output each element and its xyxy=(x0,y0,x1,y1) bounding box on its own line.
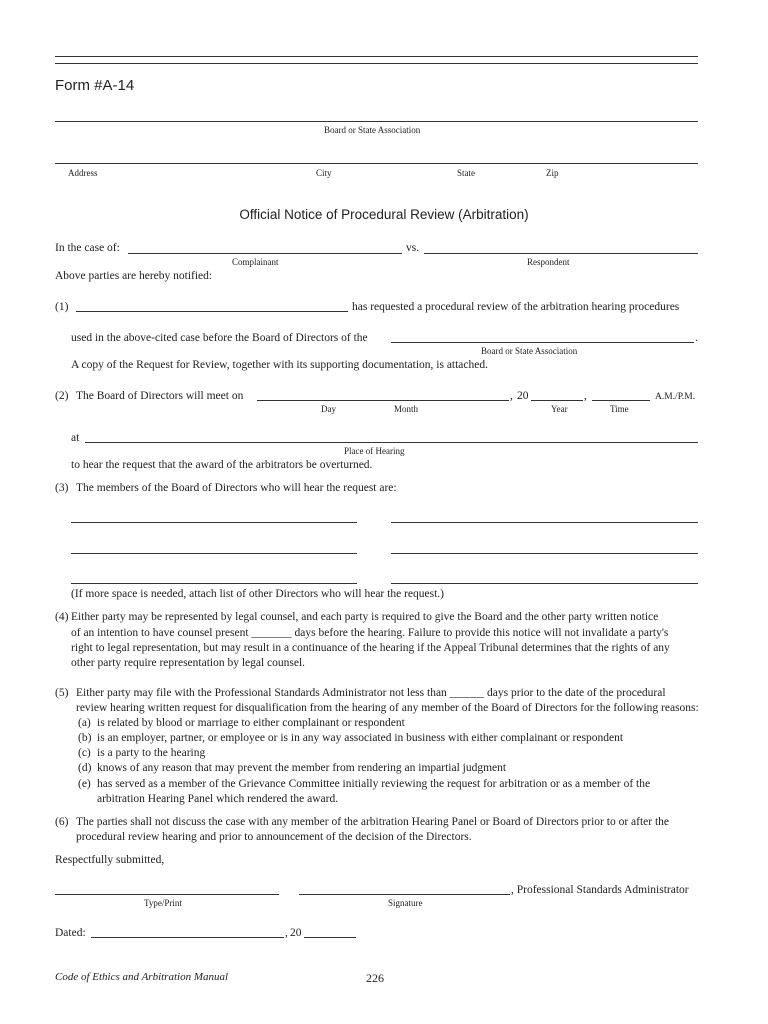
reason-text: is a party to the hearing xyxy=(97,747,206,759)
director-field[interactable] xyxy=(391,583,698,584)
address-field[interactable] xyxy=(55,163,698,164)
signature-field[interactable] xyxy=(299,894,510,895)
vs-label: vs. xyxy=(406,242,420,254)
item1-text-b: used in the above-cited case before the Board of Directors of the xyxy=(71,332,368,344)
reason-letter: (c) xyxy=(78,747,91,759)
item4-line3: right to legal representation, but may result in a continuance of the hearing if the Appeal Tribunal determines that the rights of any xyxy=(71,642,670,654)
type-print-field[interactable] xyxy=(55,894,279,895)
address-label: Address xyxy=(68,168,98,178)
page-title: Official Notice of Procedural Review (Arbitration) xyxy=(239,207,529,222)
top-rule xyxy=(55,56,698,57)
state-label: State xyxy=(457,168,475,178)
day-label: Day xyxy=(321,404,336,414)
complainant-field[interactable] xyxy=(128,253,402,254)
item4-number: (4) xyxy=(55,611,69,623)
respondent-label: Respondent xyxy=(527,257,570,267)
place-field[interactable] xyxy=(85,442,698,443)
item3-text: The members of the Board of Directors who will hear the request are: xyxy=(76,482,397,494)
form-number: Form #A-14 xyxy=(55,77,135,94)
reason-letter: (a) xyxy=(78,717,91,729)
item6-line1: The parties shall not discuss the case with any member of the arbitration Hearing Panel or Board of Directors prior to or after the xyxy=(76,816,670,828)
item1-board-field[interactable] xyxy=(391,342,694,343)
item1-text-a: has requested a procedural review of the arbitration hearing procedures xyxy=(352,301,680,313)
item2-comma-2: , xyxy=(584,390,587,402)
item4-line4: other party require representation by legal counsel. xyxy=(71,657,306,669)
director-field[interactable] xyxy=(71,522,357,523)
respondent-field[interactable] xyxy=(424,253,698,254)
respectfully-text: Respectfully submitted, xyxy=(55,854,165,866)
month-label: Month xyxy=(394,404,419,414)
page-number: 226 xyxy=(366,971,384,985)
director-field[interactable] xyxy=(391,553,698,554)
time-label: Time xyxy=(610,404,629,414)
item6-number: (6) xyxy=(55,816,69,828)
year-prefix: 20 xyxy=(517,390,529,402)
zip-label: Zip xyxy=(546,168,559,178)
item1-period: . xyxy=(695,332,698,344)
item2-number: (2) xyxy=(55,390,69,402)
dated-field[interactable] xyxy=(91,937,284,938)
psa-label: , Professional Standards Administrator xyxy=(511,884,689,896)
requester-field[interactable] xyxy=(76,311,348,312)
item1-text-c: A copy of the Request for Review, together with its supporting documentation, is attached. xyxy=(71,359,488,371)
director-field[interactable] xyxy=(71,583,357,584)
item6-line2: procedural review hearing and prior to announcement of the decision of the Directors. xyxy=(76,831,472,843)
in-case-of-label: In the case of: xyxy=(55,242,120,254)
item1-number: (1) xyxy=(55,301,69,313)
item1-board-label: Board or State Association xyxy=(481,346,578,356)
reason-e-continuation: arbitration Hearing Panel which rendered the award. xyxy=(97,793,339,805)
reason-text: is an employer, partner, or employee or is in any way associated in business with either complainant or respondent xyxy=(97,732,624,744)
item2-text-a: The Board of Directors will meet on xyxy=(76,390,244,402)
meeting-date-field[interactable] xyxy=(257,400,509,401)
dated-year-field[interactable] xyxy=(304,937,356,938)
reason-letter: (b) xyxy=(78,732,92,744)
reason-text: has served as a member of the Grievance Committee initially reviewing the request for arbitration or as a member of the xyxy=(97,778,651,790)
dated-comma: , xyxy=(285,927,288,939)
item3-note: (If more space is needed, attach list of other Directors who will hear the request.) xyxy=(71,588,444,600)
director-field[interactable] xyxy=(71,553,357,554)
reason-letter: (d) xyxy=(78,762,92,774)
ampm-label: A.M./P.M. xyxy=(655,392,696,402)
place-label: Place of Hearing xyxy=(344,446,405,456)
type-print-label: Type/Print xyxy=(144,898,182,908)
item5-line2: review hearing written request for disqualification from the hearing of any member of the Board of Directors for the following reasons: xyxy=(76,702,699,714)
item2-comma: , xyxy=(510,390,513,402)
reason-text: knows of any reason that may prevent the member from rendering an impartial judgment xyxy=(97,762,507,774)
top-rule-2 xyxy=(55,63,698,64)
board-label: Board or State Association xyxy=(324,125,421,135)
city-label: City xyxy=(316,168,332,178)
dated-label: Dated: xyxy=(55,927,86,939)
dated-year-prefix: 20 xyxy=(290,927,302,939)
item4-line2: of an intention to have counsel present _______ days before the hearing. Failure to provide this notice will not invalidate a party's xyxy=(71,627,669,639)
footer-manual: Code of Ethics and Arbitration Manual xyxy=(55,971,229,983)
director-field[interactable] xyxy=(391,522,698,523)
complainant-label: Complainant xyxy=(232,257,279,267)
reason-text: is related by blood or marriage to either complainant or respondent xyxy=(97,717,405,729)
year-label: Year xyxy=(551,404,568,414)
meeting-time-field[interactable] xyxy=(592,400,650,401)
item3-number: (3) xyxy=(55,482,69,494)
notified-text: Above parties are hereby notified: xyxy=(55,270,213,282)
item2-text-b: to hear the request that the award of the arbitrators be overturned. xyxy=(71,459,373,471)
at-label: at xyxy=(71,432,80,444)
meeting-year-field[interactable] xyxy=(531,400,583,401)
item5-number: (5) xyxy=(55,687,69,699)
item5-line1: Either party may file with the Professional Standards Administrator not less than ______ days prior to the date of the procedural xyxy=(76,687,666,699)
board-field[interactable] xyxy=(55,121,698,122)
signature-label: Signature xyxy=(388,898,423,908)
reason-letter: (e) xyxy=(78,778,91,790)
item4-line1: Either party may be represented by legal counsel, and each party is required to give the Board and the other party written notice xyxy=(71,611,659,623)
